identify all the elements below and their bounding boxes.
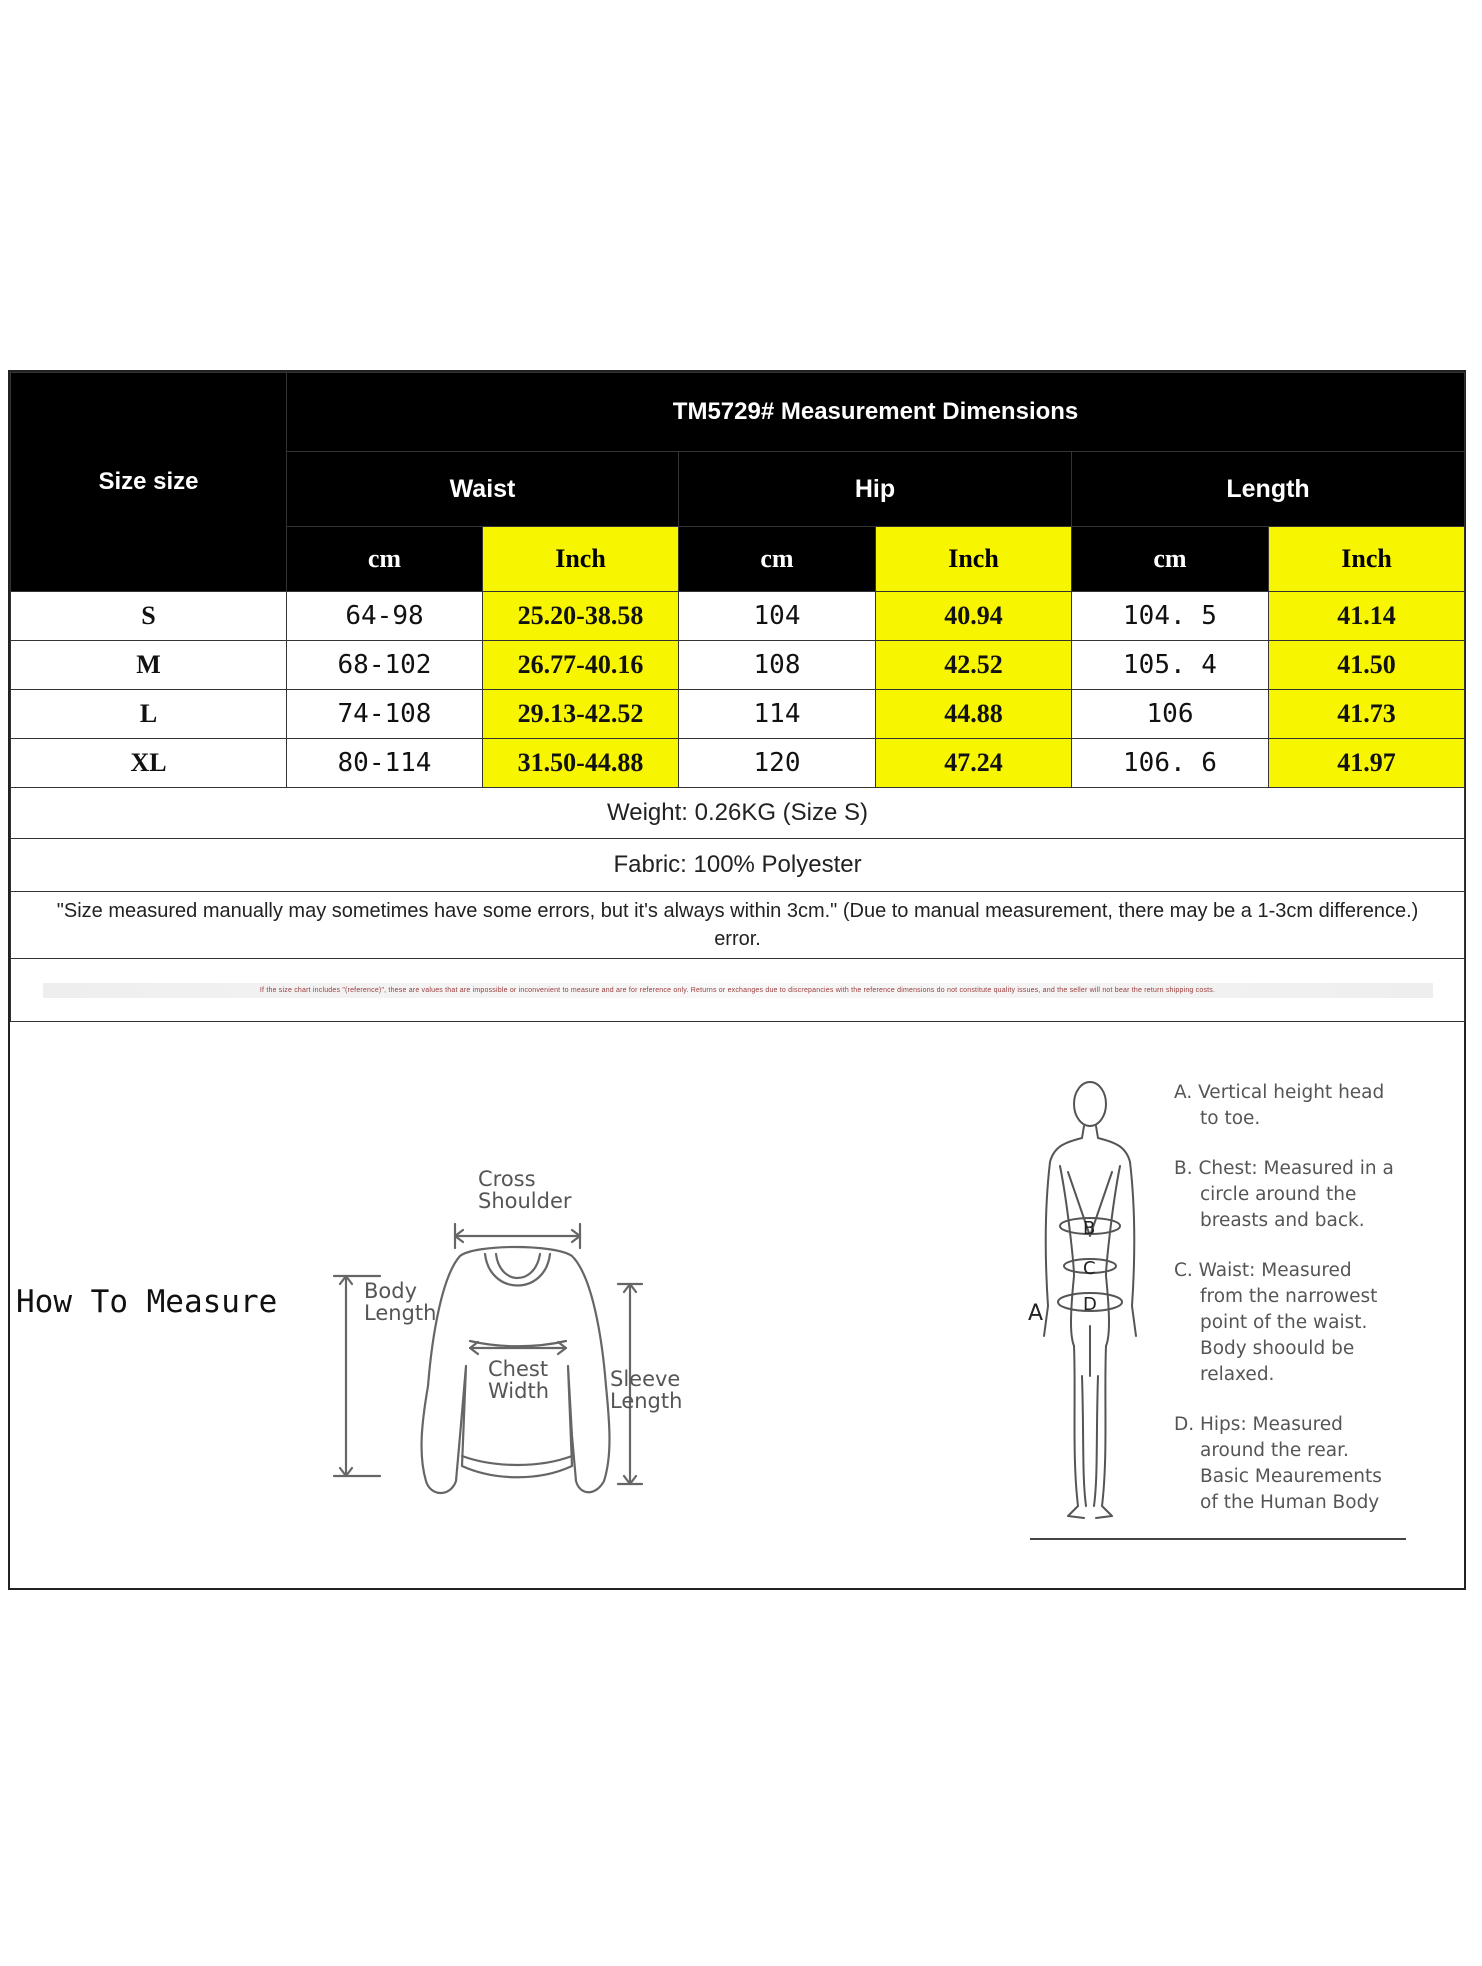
- how-to-measure-label: How To Measure: [16, 1284, 278, 1320]
- fine-print: [11, 959, 1465, 1022]
- hip-inch-cell: 47.24: [876, 739, 1072, 788]
- hip-cm-cell: 104: [679, 592, 876, 641]
- length-cm-cell: 106. 6: [1072, 739, 1269, 788]
- waist-inch-cell: 29.13-42.52: [483, 690, 679, 739]
- legend-item-b: [1174, 1156, 1424, 1234]
- legend-text: Basic Meaurements: [1200, 1466, 1382, 1487]
- legend-text: C. Waist: Measured: [1174, 1260, 1352, 1281]
- legend-text: Body shoould be: [1200, 1338, 1355, 1359]
- unit-inch: Inch: [483, 527, 679, 592]
- body-length-label: Body: [364, 1279, 418, 1303]
- size-cell: S: [11, 592, 287, 641]
- legend-text: circle around the: [1200, 1184, 1357, 1205]
- fabric-info: Fabric: 100% Polyester: [11, 839, 1465, 892]
- sleeve-length-label: Sleeve: [610, 1367, 681, 1391]
- legend-divider: [1030, 1538, 1406, 1540]
- unit-inch: Inch: [876, 527, 1072, 592]
- group-length: Length: [1072, 452, 1465, 527]
- waist-inch-cell: 25.20-38.58: [483, 592, 679, 641]
- hip-cm-cell: 120: [679, 739, 876, 788]
- length-inch-cell: 41.14: [1269, 592, 1465, 641]
- chest-width-label: Width: [488, 1379, 550, 1403]
- unit-inch: Inch: [1269, 527, 1465, 592]
- length-inch-cell: 41.97: [1269, 739, 1465, 788]
- measurement-legend: [1174, 1080, 1424, 1540]
- legend-text: breasts and back.: [1200, 1210, 1365, 1231]
- cross-shoulder-label: Cross: [478, 1167, 536, 1191]
- measurement-note-line: error.: [714, 928, 761, 950]
- table-row: [11, 690, 1465, 739]
- legend-text: around the rear.: [1200, 1440, 1349, 1461]
- chart-title: TM5729# Measurement Dimensions: [287, 373, 1465, 452]
- hip-cm-cell: 114: [679, 690, 876, 739]
- table-row: [11, 592, 1465, 641]
- waist-cm-cell: 80-114: [287, 739, 483, 788]
- length-cm-cell: 106: [1072, 690, 1269, 739]
- measurement-note-line: "Size measured manually may sometimes have some errors, but it's always within 3cm." (Due to manual measurement, there may be a 1-3cm difference.): [56, 900, 1419, 922]
- legend-text: to toe.: [1200, 1108, 1261, 1129]
- sleeve-length-label: Length: [610, 1389, 683, 1413]
- body-figure-diagram: [1030, 1076, 1150, 1536]
- group-waist: Waist: [287, 452, 679, 527]
- unit-cm: cm: [1072, 527, 1269, 592]
- size-chart-table: [10, 372, 1465, 1022]
- measurement-note: [11, 892, 1465, 959]
- waist-inch-cell: 31.50-44.88: [483, 739, 679, 788]
- legend-text: relaxed.: [1200, 1364, 1275, 1385]
- length-cm-cell: 104. 5: [1072, 592, 1269, 641]
- table-row: [11, 739, 1465, 788]
- waist-cm-cell: 64-98: [287, 592, 483, 641]
- legend-item-c: [1174, 1258, 1424, 1388]
- legend-text: of the Human Body: [1200, 1492, 1380, 1513]
- legend-item-a: [1174, 1080, 1424, 1132]
- weight-info: Weight: 0.26KG (Size S): [11, 788, 1465, 839]
- length-inch-cell: 41.73: [1269, 690, 1465, 739]
- legend-text: A. Vertical height head: [1174, 1082, 1385, 1103]
- legend-item-d: [1174, 1412, 1424, 1516]
- legend-text: from the narrowest: [1200, 1286, 1378, 1307]
- size-cell: XL: [11, 739, 287, 788]
- hip-inch-cell: 42.52: [876, 641, 1072, 690]
- waist-cm-cell: 68-102: [287, 641, 483, 690]
- sweater-diagram: [310, 1136, 730, 1506]
- unit-cm: cm: [287, 527, 483, 592]
- size-cell: L: [11, 690, 287, 739]
- legend-text: point of the waist.: [1200, 1312, 1368, 1333]
- table-row: [11, 641, 1465, 690]
- size-chart-sheet: [8, 370, 1466, 1590]
- hip-cm-cell: 108: [679, 641, 876, 690]
- unit-cm: cm: [679, 527, 876, 592]
- size-cell: M: [11, 641, 287, 690]
- marker-d: D: [1083, 1294, 1097, 1315]
- chest-width-label: Chest: [488, 1357, 549, 1381]
- length-cm-cell: 105. 4: [1072, 641, 1269, 690]
- legend-text: B. Chest: Measured in a: [1174, 1158, 1394, 1179]
- length-inch-cell: 41.50: [1269, 641, 1465, 690]
- cross-shoulder-label: Shoulder: [478, 1189, 572, 1213]
- legend-text: D. Hips: Measured: [1174, 1414, 1343, 1435]
- waist-cm-cell: 74-108: [287, 690, 483, 739]
- hip-inch-cell: 40.94: [876, 592, 1072, 641]
- size-header: Size size: [11, 373, 287, 592]
- marker-c: C: [1083, 1258, 1096, 1279]
- how-to-measure-section: [10, 1016, 1464, 1588]
- group-hip: Hip: [679, 452, 1072, 527]
- marker-a: A: [1028, 1301, 1044, 1326]
- body-length-label: Length: [364, 1301, 437, 1325]
- waist-inch-cell: 26.77-40.16: [483, 641, 679, 690]
- fine-print-text: If the size chart includes "(reference)", these are values that are impossible or inconvenient to measure and are for reference only. Returns or exchanges due to discrepancies with the reference dimensions do not constitute quality issues, and the seller will not bear the return shipping costs.: [43, 983, 1433, 998]
- marker-b: B: [1083, 1218, 1096, 1239]
- hip-inch-cell: 44.88: [876, 690, 1072, 739]
